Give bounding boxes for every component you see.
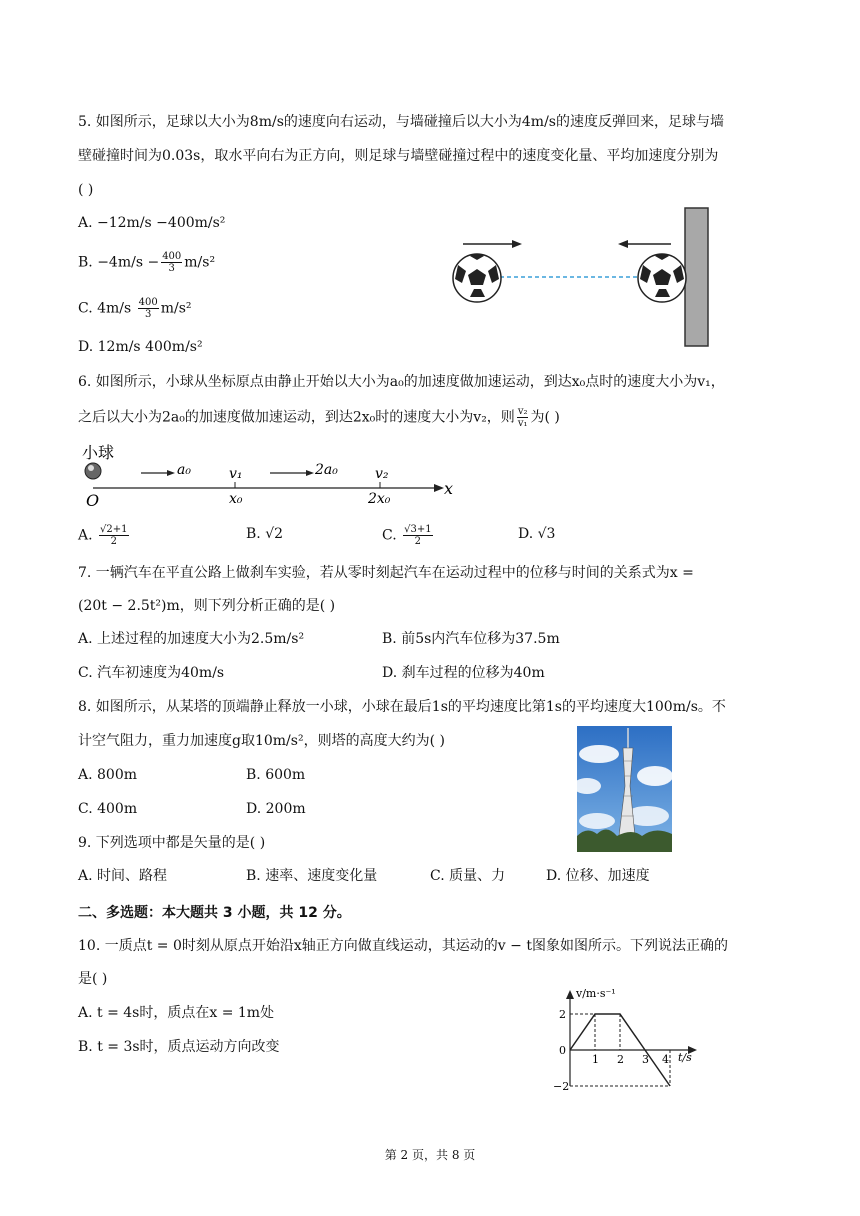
- q9-stem: 9. 下列选项中都是矢量的是( ): [78, 835, 266, 851]
- q5-bracket: ( ): [78, 182, 94, 198]
- q10-stem-line1: 10. 一质点t = 0时刻从原点开始沿x轴正方向做直线运动，其运动的v − t图象如图所示。下列说法正确的: [78, 938, 728, 954]
- label-v2: v₂: [375, 466, 389, 482]
- q7-stem-line2: (20t − 2.5t²)m，则下列分析正确的是( ): [78, 598, 336, 614]
- q7-option-a: A. 上述过程的加速度大小为2.5m/s²: [78, 631, 305, 647]
- q6-option-b: B. √2: [246, 526, 284, 542]
- wall: [685, 208, 708, 346]
- q7-option-d: D. 刹车过程的位移为40m: [382, 665, 545, 681]
- q6-option-a: A. $\frac{√2+1}{2}$: [78, 524, 128, 547]
- label-a0: a₀: [177, 462, 191, 478]
- q5-stem-line2: 壁碰撞时间为0.03s，取水平向右为正方向，则足球与墙壁碰撞过程中的速度变化量、平均加速度分别为: [78, 148, 719, 164]
- label-v1: v₁: [229, 466, 243, 482]
- x-tick-3: 3: [642, 1053, 649, 1066]
- football-left-icon: [453, 254, 501, 302]
- vt-graph: [545, 982, 705, 1094]
- tower-photo: [577, 726, 672, 852]
- y-tick-neg2: −2: [553, 1080, 570, 1093]
- label-2a0: 2a₀: [315, 462, 338, 478]
- label-x: x: [444, 479, 454, 498]
- label-2x0: 2x₀: [368, 491, 391, 507]
- q8-option-a: A. 800m: [78, 767, 138, 783]
- q5-figure: [448, 205, 716, 350]
- q9-option-d: D. 位移、加速度: [546, 868, 650, 884]
- y-tick-2: 2: [559, 1008, 566, 1021]
- q9-option-a: A. 时间、路程: [78, 868, 168, 884]
- y-axis-label: v/m·s⁻¹: [576, 987, 616, 1000]
- q5-stem-line1: 5. 如图所示，足球以大小为8m/s的速度向右运动，与墙碰撞后以大小为4m/s的速度反弹回来，足球与墙: [78, 114, 724, 130]
- x-tick-1: 1: [592, 1053, 599, 1066]
- q10-option-a: A. t = 4s时，质点在x = 1m处: [78, 1005, 275, 1021]
- q8-stem-line1: 8. 如图所示，从某塔的顶端静止释放一小球，小球在最后1s的平均速度比第1s的平均速度大100m/s。不: [78, 699, 726, 715]
- q10-option-b: B. t = 3s时，质点运动方向改变: [78, 1039, 280, 1055]
- ball-label: 小球: [82, 443, 115, 462]
- q6-option-c: C. $\frac{√3+1}{2}$: [382, 524, 432, 547]
- q6-figure: [78, 440, 468, 510]
- q6-stem-line1: 6. 如图所示，小球从坐标原点由静止开始以大小为a₀的加速度做加速运动，到达x₀点时的速度大小为v₁，: [78, 374, 725, 390]
- q8-option-c: C. 400m: [78, 801, 138, 817]
- q7-stem-line1: 7. 一辆汽车在平直公路上做刹车实验，若从零时刻起汽车在运动过程中的位移与时间的关系式为x =: [78, 565, 694, 581]
- q6-option-d: D. √3: [518, 526, 556, 542]
- label-O: O: [86, 491, 100, 510]
- q7-option-b: B. 前5s内汽车位移为37.5m: [382, 631, 560, 647]
- q5-option-b: B. −4m/s − $\frac{400}{3}$ m/s²: [78, 251, 216, 274]
- q9-option-b: B. 速率、速度变化量: [246, 868, 378, 884]
- q8-option-b: B. 600m: [246, 767, 306, 783]
- q9-option-c: C. 质量、力: [430, 868, 506, 884]
- football-right-icon: [638, 254, 686, 302]
- page-footer: 第 2 页，共 8 页: [384, 1148, 476, 1162]
- q8-option-d: D. 200m: [246, 801, 306, 817]
- ball-icon: [85, 463, 101, 479]
- q5-option-a: A. −12m/s −400m/s²: [78, 215, 226, 231]
- label-x0: x₀: [229, 491, 243, 507]
- x-tick-2: 2: [617, 1053, 624, 1066]
- q7-option-c: C. 汽车初速度为40m/s: [78, 665, 225, 681]
- q5-option-c: C. 4m/s $\frac{400}{3}$ m/s²: [78, 297, 192, 320]
- x-tick-4: 4: [662, 1053, 669, 1066]
- section-heading: 二、多选题：本大题共 3 小题，共 12 分。: [78, 905, 351, 921]
- q6-stem-line2: 之后以大小为2a₀的加速度做加速运动，到达2x₀时的速度大小为v₂，则 $\frac{\text{v₂}}{\text{v₁}}$ 为( ): [78, 406, 560, 429]
- x-axis-label: t/s: [678, 1051, 692, 1064]
- q8-stem-line2: 计空气阻力，重力加速度g取10m/s²，则塔的高度大约为( ): [78, 733, 445, 749]
- y-tick-0: 0: [559, 1044, 566, 1057]
- q10-stem-line2: 是( ): [78, 971, 108, 987]
- q5-option-d: D. 12m/s 400m/s²: [78, 339, 203, 355]
